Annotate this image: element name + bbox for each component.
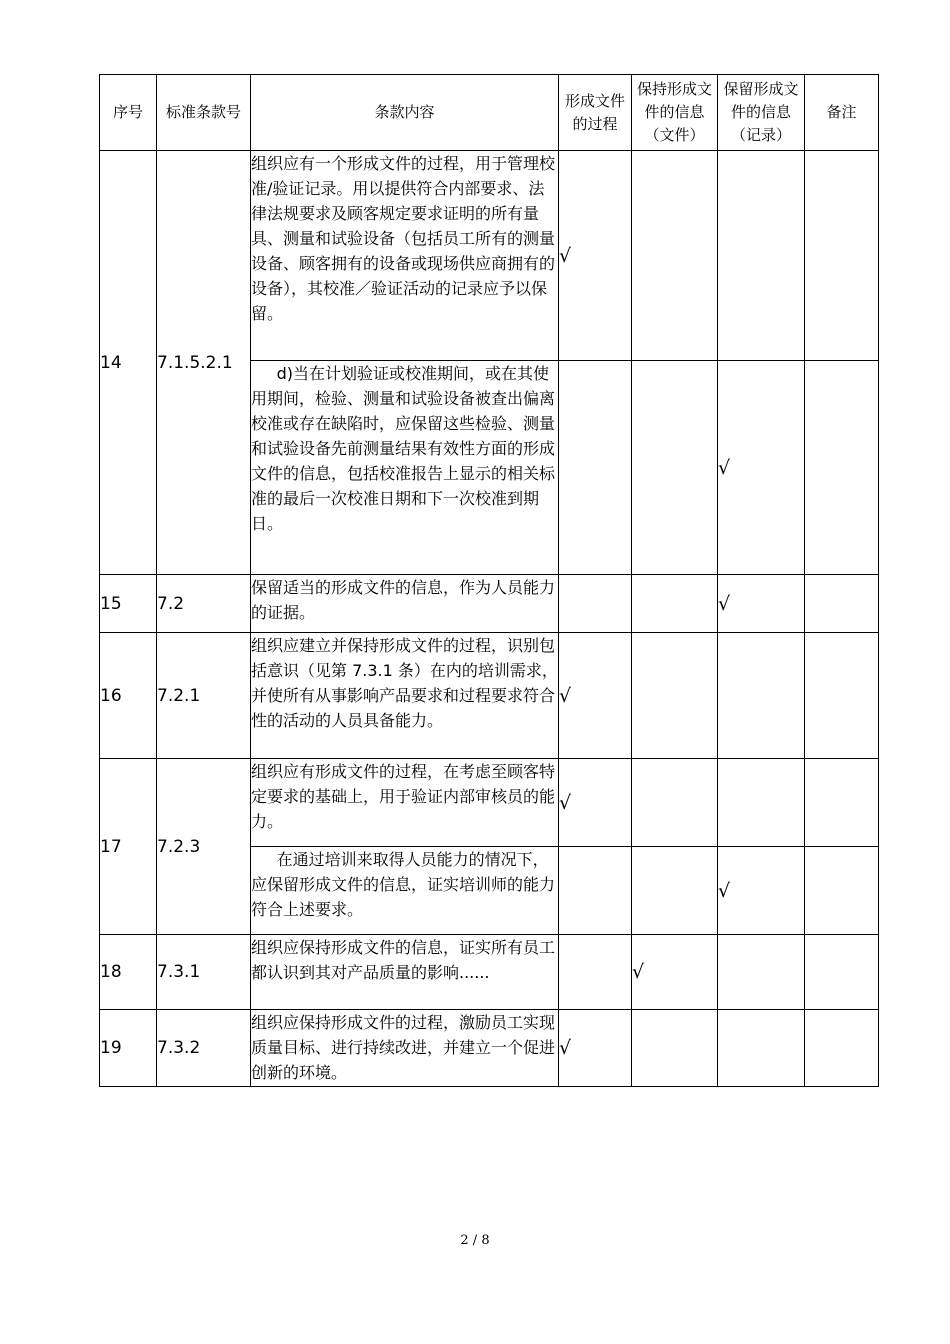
header-content: 条款内容 [251,75,559,151]
process-check: √ [559,759,632,847]
clause-number: 7.3.2 [157,1010,251,1087]
process-cell [559,361,632,575]
retain-cell [718,935,805,1010]
row-number: 19 [100,1010,157,1087]
remark-cell [805,633,879,759]
retain-check: √ [718,575,805,633]
clause-content: d)当在计划验证或校准期间，或在其使用期间，检验、测量和试验设备被查出偏离校准或存在缺陷时，应保留这些检验、测量和试验设备先前测量结果有效性方面的形成文件的信息，包括校准报告上显示的相关标准的最后一次校准日期和下一次校准到期日。 [251,361,559,575]
row-number: 16 [100,633,157,759]
remark-cell [805,575,879,633]
process-cell [559,847,632,935]
clause-content: 组织应有一个形成文件的过程，用于管理校准/验证记录。用以提供符合内部要求、法律法规要求及顾客规定要求证明的所有量具、测量和试验设备（包括员工所有的测量设备、顾客拥有的设备或现场供应商拥有的设备），其校准／验证活动的记录应予以保留。 [251,151,559,361]
retain-cell [718,759,805,847]
table-row [100,575,879,633]
clause-content: 保留适当的形成文件的信息，作为人员能力的证据。 [251,575,559,633]
header-maintain-document: 保持形成文件的信息（文件） [632,75,718,151]
retain-cell [718,633,805,759]
maintain-cell [632,151,718,361]
table-row [100,935,879,1010]
requirements-table [99,74,879,1087]
page-number: 2 / 8 [460,1233,490,1248]
remark-cell [805,935,879,1010]
process-cell [559,575,632,633]
remark-cell [805,361,879,575]
row-number: 18 [100,935,157,1010]
clause-number: 7.3.1 [157,935,251,1010]
row-number: 14 [100,151,157,575]
maintain-cell [632,759,718,847]
process-check: √ [559,151,632,361]
clause-content: 组织应保持形成文件的信息，证实所有员工都认识到其对产品质量的影响...... [251,935,559,1010]
maintain-cell [632,575,718,633]
retain-cell [718,151,805,361]
remark-cell [805,847,879,935]
table-row [100,759,879,847]
process-check: √ [559,633,632,759]
remark-cell [805,759,879,847]
remark-cell [805,1010,879,1087]
table-row [100,633,879,759]
clause-content: 组织应有形成文件的过程，在考虑至顾客特定要求的基础上，用于验证内部审核员的能力。 [251,759,559,847]
header-remark: 备注 [805,75,879,151]
clause-number: 7.2.1 [157,633,251,759]
retain-check: √ [718,847,805,935]
clause-content: 组织应保持形成文件的过程，激励员工实现质量目标、进行持续改进，并建立一个促进创新的环境。 [251,1010,559,1087]
maintain-cell [632,1010,718,1087]
clause-content: 在通过培训来取得人员能力的情况下，应保留形成文件的信息，证实培训师的能力符合上述要求。 [251,847,559,935]
maintain-cell [632,633,718,759]
table-row [100,1010,879,1087]
maintain-check: √ [632,935,718,1010]
retain-cell [718,1010,805,1087]
clause-number: 7.1.5.2.1 [157,151,251,575]
header-row [100,75,879,151]
process-cell [559,935,632,1010]
process-check: √ [559,1010,632,1087]
maintain-cell [632,361,718,575]
clause-number: 7.2.3 [157,759,251,935]
clause-content: 组织应建立并保持形成文件的过程，识别包括意识（见第 7.3.1 条）在内的培训需求，并使所有从事影响产品要求和过程要求符合性的活动的人员具备能力。 [251,633,559,759]
header-clause-no: 标准条款号 [157,75,251,151]
row-number: 15 [100,575,157,633]
header-process: 形成文件的过程 [559,75,632,151]
header-retain-record: 保留形成文件的信息（记录） [718,75,805,151]
row-number: 17 [100,759,157,935]
header-seq: 序号 [100,75,157,151]
maintain-cell [632,847,718,935]
remark-cell [805,151,879,361]
clause-number: 7.2 [157,575,251,633]
table-row [100,151,879,361]
retain-check: √ [718,361,805,575]
